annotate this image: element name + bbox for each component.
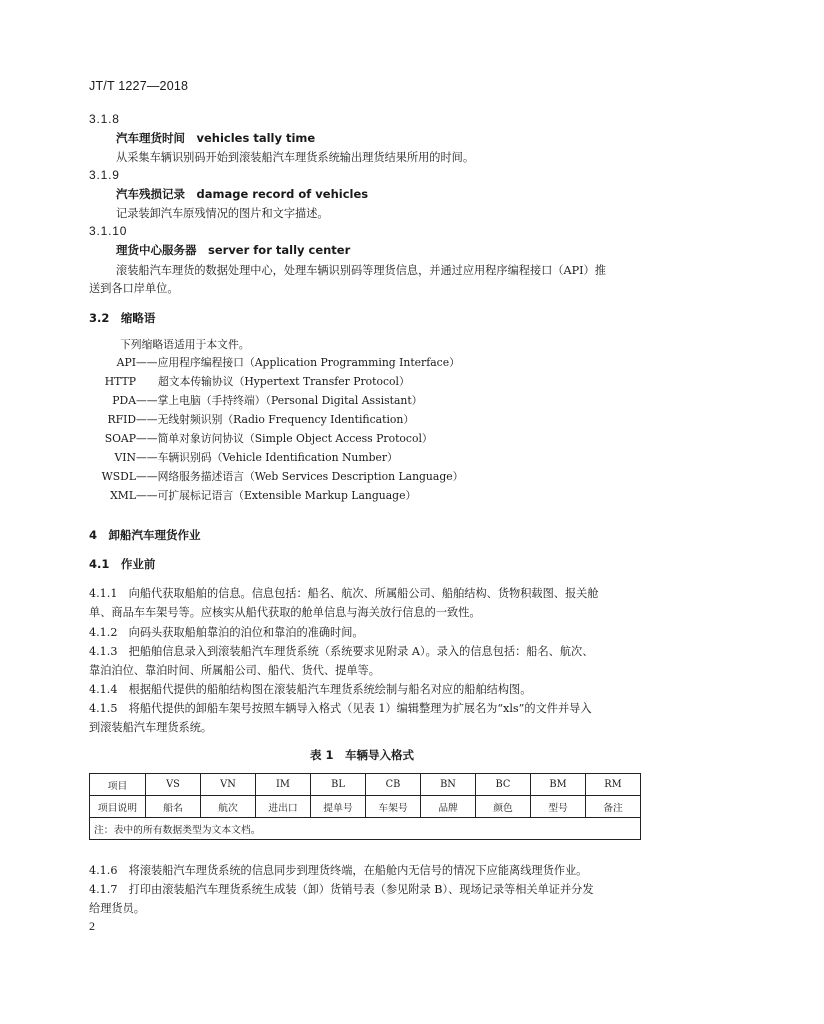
paragraph-4-1-3: 4.1.3 把船舶信息录入到滚装船汽车理货系统（系统要求见附录 A）。录入的信息包括：船名、航次、: [89, 645, 594, 658]
table-cell: 车架号: [366, 796, 421, 818]
table-cell: 航次: [201, 796, 256, 818]
paragraph-4-1-4: 4.1.4 根据船代提供的船舶结构图在滚装船汽车理货系统绘制与船名对应的船舶结构图。: [89, 683, 532, 696]
paragraph-4-1-5-cont: 到滚装船汽车理货系统。: [89, 721, 213, 734]
table-cell: 项目说明: [90, 796, 146, 818]
abbr-item: HTTP 超文本传输协议（Hypertext Transfer Protocol）: [104, 375, 410, 388]
table-cell: RM: [586, 774, 641, 796]
section-heading-4: 4 卸船汽车理货作业: [89, 528, 201, 542]
table-note: 注：表中的所有数据类型为文本文档。: [90, 818, 641, 840]
page-number: 2: [89, 919, 95, 933]
def-description: 记录装卸汽车原残情况的图片和文字描述。: [116, 207, 329, 220]
def-description: 滚装船汽车理货的数据处理中心，处理车辆识别码等理货信息，并通过应用程序编程接口（API）推: [116, 264, 606, 277]
vehicle-import-table: [89, 773, 641, 840]
table-title: 表 1 车辆导入格式: [310, 748, 415, 762]
table-cell: BM: [531, 774, 586, 796]
table-cell: BC: [476, 774, 531, 796]
standard-number: JT/T 1227—2018: [89, 79, 189, 93]
paragraph-4-1-3-cont: 靠泊泊位、靠泊时间、所属船公司、船代、货代、提单等。: [89, 664, 380, 677]
table-cell: CB: [366, 774, 421, 796]
def-number: 3.1.8: [89, 112, 120, 126]
def-term: 汽车残损记录 damage record of vehicles: [116, 187, 369, 201]
table-cell: IM: [256, 774, 311, 796]
abbr-item: VIN——车辆识别码（Vehicle Identification Number）: [114, 451, 398, 464]
table-row: [90, 796, 641, 818]
paragraph-4-1-1-cont: 单、商品车车架号等。应核实从船代获取的舱单信息与海关放行信息的一致性。: [89, 606, 481, 619]
abbr-item: SOAP——简单对象访问协议（Simple Object Access Protocol）: [104, 432, 433, 445]
def-description: 从采集车辆识别码开始到滚装船汽车理货系统输出理货结果所用的时间。: [116, 151, 475, 164]
paragraph-4-1-2: 4.1.2 向码头获取船舶靠泊的泊位和靠泊的准确时间。: [89, 626, 364, 639]
abbr-item: API——应用程序编程接口（Application Programming Interface）: [116, 356, 460, 369]
abbr-item: XML——可扩展标记语言（Extensible Markup Language）: [110, 489, 417, 502]
table-cell: 提单号: [311, 796, 366, 818]
abbr-intro: 下列缩略语适用于本文件。: [120, 338, 250, 351]
def-number: 3.1.9: [89, 168, 120, 182]
abbr-item: PDA——掌上电脑（手持终端）（Personal Digital Assistant）: [112, 394, 423, 407]
paragraph-4-1-7: 4.1.7 打印由滚装船汽车理货系统生成装（卸）货销号表（参见附录 B）、现场记录等相关单证并分发: [89, 883, 594, 896]
section-heading-3-2: 3.2 缩略语: [89, 311, 156, 325]
table-cell: VS: [146, 774, 201, 796]
paragraph-4-1-1: 4.1.1 向船代获取船舶的信息。信息包括：船名、航次、所属船公司、船舶结构、货物积载图、报关舱: [89, 587, 599, 600]
table-cell: 颜色: [476, 796, 531, 818]
table-cell: VN: [201, 774, 256, 796]
table-cell: 船名: [146, 796, 201, 818]
def-term: 汽车理货时间 vehicles tally time: [116, 131, 316, 145]
table-note-row: [90, 818, 641, 840]
table-cell: BL: [311, 774, 366, 796]
table-cell: BN: [421, 774, 476, 796]
abbr-item: RFID——无线射频识别（Radio Frequency Identification）: [107, 413, 415, 426]
table-cell: 项目: [90, 774, 146, 796]
section-heading-4-1: 4.1 作业前: [89, 557, 156, 571]
table-header-row: [90, 774, 641, 796]
table-cell: 备注: [586, 796, 641, 818]
paragraph-4-1-7-cont: 给理货员。: [89, 902, 145, 915]
table-cell: 型号: [531, 796, 586, 818]
abbr-item: WSDL——网络服务描述语言（Web Services Description Language）: [101, 470, 464, 483]
def-number: 3.1.10: [89, 224, 128, 238]
table-cell: 进出口: [256, 796, 311, 818]
def-term: 理货中心服务器 server for tally center: [116, 243, 351, 257]
paragraph-4-1-5: 4.1.5 将船代提供的卸船车架号按照车辆导入格式（见表 1）编辑整理为扩展名为“xls”的文件并导入: [89, 702, 592, 715]
paragraph-4-1-6: 4.1.6 将滚装船汽车理货系统的信息同步到理货终端，在船舱内无信号的情况下应能离线理货作业。: [89, 864, 588, 877]
table-cell: 品牌: [421, 796, 476, 818]
def-description-cont: 送到各口岸单位。: [89, 282, 179, 295]
